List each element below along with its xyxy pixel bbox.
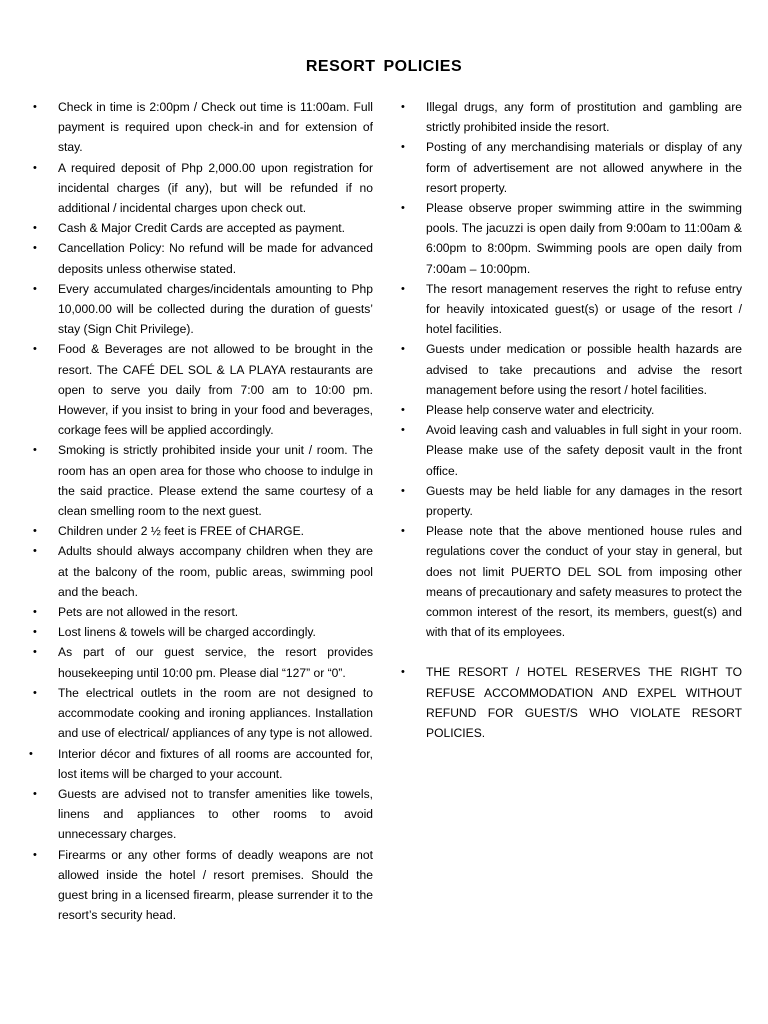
policy-item bbox=[398, 339, 742, 400]
bullet-icon: • bbox=[33, 545, 37, 558]
policy-item bbox=[26, 744, 373, 784]
policy-item bbox=[398, 400, 742, 420]
policy-item bbox=[30, 845, 373, 926]
policy-item bbox=[30, 339, 373, 440]
policy-item bbox=[398, 481, 742, 521]
policy-text: The resort management reserves the right to refuse entry for heavily intoxicated guest(s) or usage of the resort / hotel facilities. bbox=[426, 281, 742, 337]
policy-text: Avoid leaving cash and valuables in full sight in your room. Please make use of the safety deposit vault in the front office. bbox=[426, 423, 742, 478]
bullet-icon: • bbox=[33, 606, 37, 619]
bullet-icon: • bbox=[33, 444, 37, 457]
policy-text: Cash & Major Credit Cards are accepted as payment. bbox=[58, 221, 346, 236]
policy-item bbox=[30, 541, 373, 602]
policy-text: Posting of any merchandising materials or display of any form of advertisement are not allowed anywhere in the resort property. bbox=[426, 140, 742, 195]
policy-text: Lost linens & towels will be charged accordingly. bbox=[58, 625, 316, 640]
policy-item bbox=[398, 420, 742, 481]
policy-item bbox=[398, 97, 742, 137]
bullet-icon: • bbox=[33, 242, 37, 255]
bullet-icon: • bbox=[29, 747, 33, 760]
bullet-icon: • bbox=[401, 525, 405, 538]
policy-item bbox=[30, 97, 373, 158]
policy-item bbox=[398, 279, 742, 340]
policy-text: As part of our guest service, the resort provides housekeeping until 10:00 pm. Please dial “127” or “0”. bbox=[58, 645, 373, 680]
bullet-icon: • bbox=[33, 686, 37, 699]
bullet-icon: • bbox=[33, 525, 37, 538]
policy-item bbox=[30, 622, 373, 642]
policy-text: Guests under medication or possible health hazards are advised to take precautions and advise the resort management before using the resort / hotel facilities. bbox=[426, 342, 742, 397]
bullet-icon: • bbox=[33, 646, 37, 659]
policy-text: Every accumulated charges/incidentals amounting to Php 10,000.00 will be collected during the duration of guests’ stay (Sign Chit Privilege). bbox=[58, 281, 373, 337]
policy-text: Cancellation Policy: No refund will be made for advanced deposits unless otherwise stated. bbox=[58, 241, 373, 276]
policy-list-right bbox=[398, 97, 742, 743]
policy-item bbox=[30, 238, 373, 278]
policy-item bbox=[398, 137, 742, 198]
policy-text: Firearms or any other forms of deadly weapons are not allowed inside the hotel / resort premises. Should the guest bring in a licensed firearm, please surrender it to the resort’s security head. bbox=[58, 847, 373, 923]
policy-item bbox=[30, 440, 373, 521]
policy-notice-text: THE RESORT / HOTEL RESERVES THE RIGHT TO REFUSE ACCOMMODATION AND EXPEL WITHOUT REFUND FOR GUEST/S WHO VIOLATE RESORT POLICIES. bbox=[426, 665, 742, 741]
policy-text: Smoking is strictly prohibited inside your unit / room. The room has an open area for those who choose to indulge in the said practice. Please extend the same courtesy of a clean smelling room to the next guest. bbox=[58, 443, 373, 519]
policy-text: Adults should always accompany children when they are at the balcony of the room, public areas, swimming pool and the beach. bbox=[58, 544, 373, 599]
bullet-icon: • bbox=[401, 424, 405, 437]
policy-item bbox=[398, 198, 742, 279]
policy-text: Please help conserve water and electricity. bbox=[426, 403, 655, 418]
policy-text: Food & Beverages are not allowed to be brought in the resort. The CAFÉ DEL SOL & LA PLAYA restaurants are open to serve you daily from 7:00 am to 10:00 pm. However, if you insist to bring in your food and beverages, corkage fees will be applied accordingly. bbox=[58, 342, 373, 438]
bullet-icon: • bbox=[401, 484, 405, 497]
policy-text: Please observe proper swimming attire in the swimming pools. The jacuzzi is open daily from 9:00am to 11:00am & 6:00pm to 8:00pm. Swimming pools are open daily from 7:00am – 10:00pm. bbox=[426, 201, 742, 276]
policy-text: A required deposit of Php 2,000.00 upon registration for incidental charges (if any), but will be refunded if no additional / incidental charges upon check out. bbox=[58, 160, 373, 216]
bullet-icon: • bbox=[33, 222, 37, 235]
policy-item bbox=[398, 521, 742, 642]
bullet-icon: • bbox=[401, 343, 405, 356]
policy-item bbox=[30, 158, 373, 219]
bullet-icon: • bbox=[33, 787, 37, 800]
bullet-icon: • bbox=[33, 161, 37, 174]
policy-text: Please note that the above mentioned house rules and regulations cover the conduct of your stay in general, but does not limit PUERTO DEL SOL from imposing other means of precautionary and safety measures to protect the common interest of the resort, its members, guest(s) and with that of its employees. bbox=[426, 524, 742, 640]
bullet-icon: • bbox=[33, 343, 37, 356]
policy-text: Interior décor and fixtures of all rooms are accounted for, lost items will be charged to your account. bbox=[58, 746, 373, 781]
policy-text: Check in time is 2:00pm / Check out time is 11:00am. Full payment is required upon check-in and for extension of stay. bbox=[58, 100, 373, 155]
bullet-icon: • bbox=[401, 282, 405, 295]
policy-item bbox=[30, 642, 373, 682]
bullet-icon: • bbox=[33, 626, 37, 639]
policy-item bbox=[30, 279, 373, 340]
bullet-icon: • bbox=[401, 404, 405, 417]
bullet-icon: • bbox=[33, 101, 37, 113]
policy-text: The electrical outlets in the room are not designed to accommodate cooking and ironing appliances. Installation and use of electrical/ appliances of any type is not allowed. bbox=[58, 685, 373, 741]
policy-item bbox=[30, 683, 373, 744]
bullet-icon: • bbox=[401, 202, 405, 215]
bullet-icon: • bbox=[33, 282, 37, 295]
bullet-icon: • bbox=[401, 141, 405, 154]
policy-notice-item bbox=[398, 662, 742, 743]
policy-item bbox=[30, 521, 373, 541]
policy-text: Pets are not allowed in the resort. bbox=[58, 605, 239, 620]
policy-text: Guests may be held liable for any damages in the resort property. bbox=[426, 483, 742, 519]
policy-item bbox=[30, 784, 373, 845]
policy-text: Illegal drugs, any form of prostitution and gambling are strictly prohibited inside the resort. bbox=[426, 100, 742, 135]
policy-text: Children under 2 ½ feet is FREE of CHARGE. bbox=[58, 524, 305, 539]
bullet-icon: • bbox=[401, 101, 405, 113]
bullet-icon: • bbox=[33, 848, 37, 861]
bullet-icon: • bbox=[401, 666, 405, 679]
policy-text: Guests are advised not to transfer amenities like towels, linens and appliances to other rooms to avoid unnecessary charges. bbox=[58, 786, 373, 842]
policy-list-left bbox=[30, 97, 373, 925]
policy-item bbox=[30, 602, 373, 622]
page-title: RESORT POLICIES bbox=[305, 58, 463, 75]
policy-item bbox=[30, 218, 373, 238]
